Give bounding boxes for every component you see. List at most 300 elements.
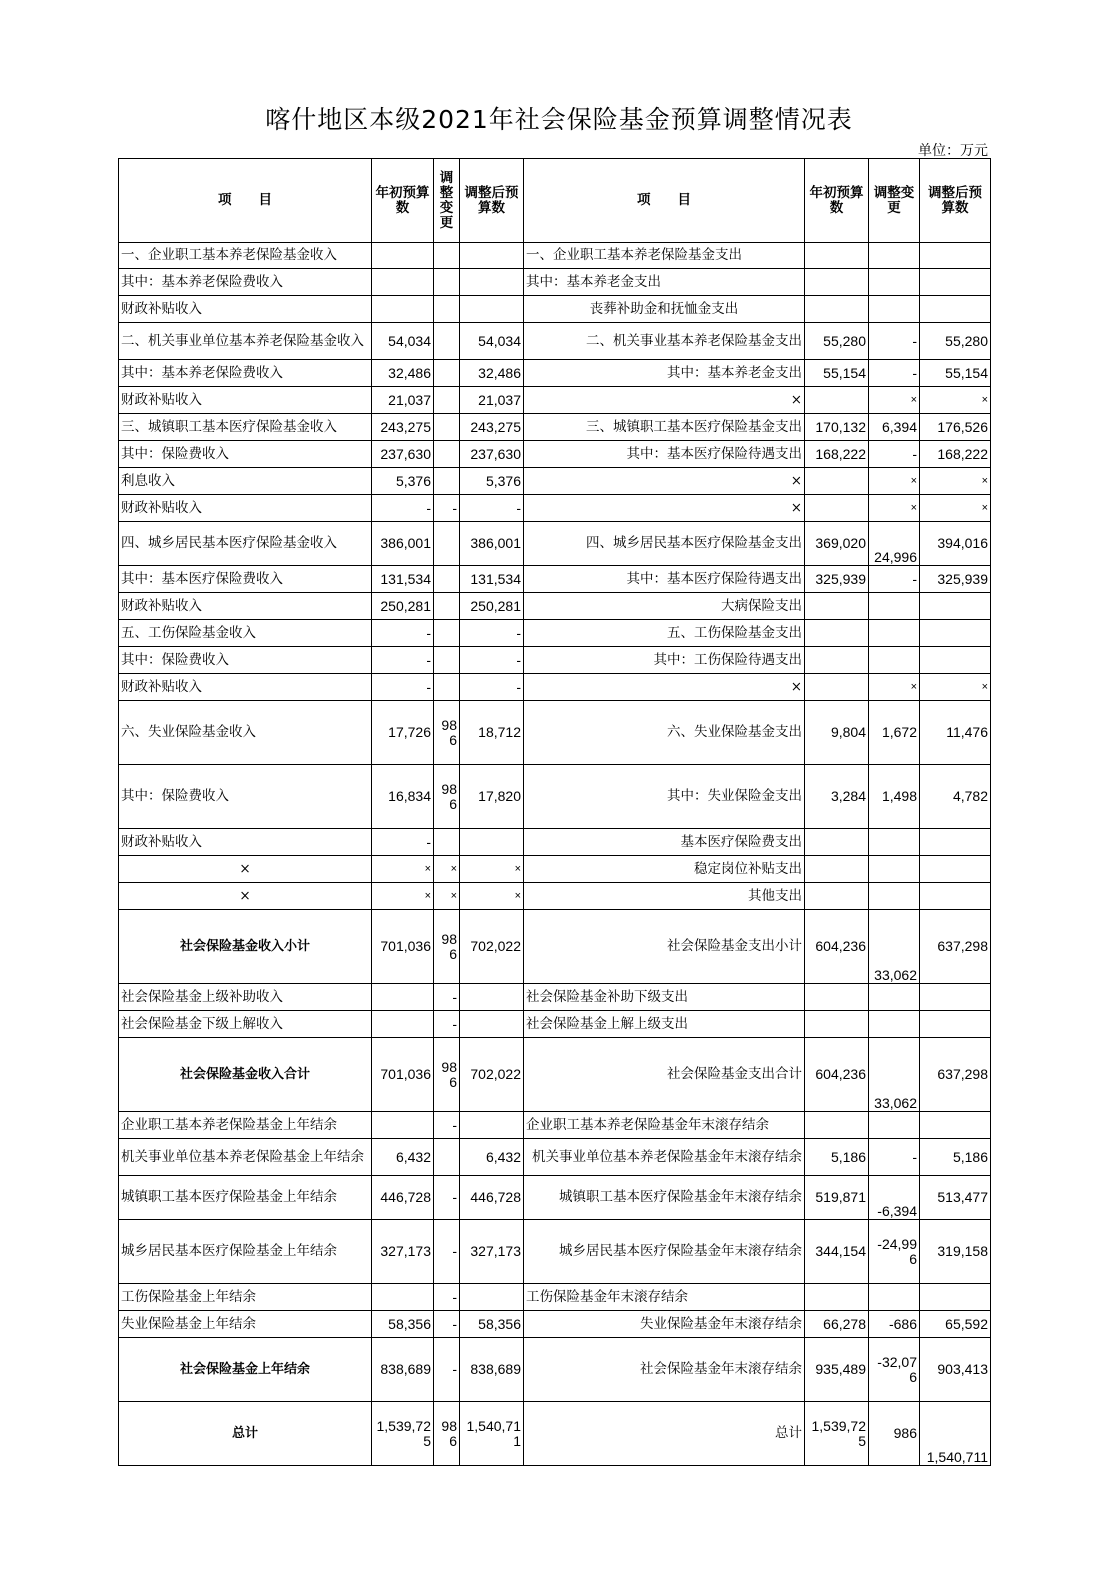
cell-left-after — [460, 829, 524, 856]
cell-left-initial: - — [372, 620, 434, 647]
cell-right-initial: 5,186 — [805, 1139, 869, 1176]
cell-right-adjust — [869, 829, 920, 856]
table-row — [119, 593, 991, 620]
cell-right-initial — [805, 387, 869, 414]
cell-left-item: 社会保险基金下级上解收入 — [119, 1011, 372, 1038]
cell-right-item: 社会保险基金支出合计 — [524, 1038, 805, 1112]
cell-right-adjust — [869, 620, 920, 647]
cell-left-after: 58,356 — [460, 1311, 524, 1338]
cell-right-item: × — [524, 495, 805, 522]
cell-left-initial: × — [372, 883, 434, 910]
cell-right-item: 六、失业保险基金支出 — [524, 701, 805, 765]
cell-left-after: 17,820 — [460, 765, 524, 829]
cell-right-initial — [805, 674, 869, 701]
cell-right-adjust — [869, 243, 920, 269]
table-row — [119, 323, 991, 360]
cell-left-adjust — [434, 674, 460, 701]
cell-right-item: 社会保险基金补助下级支出 — [524, 984, 805, 1011]
cell-left-adjust: 986 — [434, 765, 460, 829]
cell-right-item: 其中：基本养老金支出 — [524, 269, 805, 296]
cell-right-adjust: -6,394 — [869, 1176, 920, 1220]
cell-right-adjust — [869, 647, 920, 674]
cell-left-initial: 21,037 — [372, 387, 434, 414]
cell-left-after — [460, 984, 524, 1011]
table-row — [119, 883, 991, 910]
table-row — [119, 647, 991, 674]
cell-left-after: 386,001 — [460, 522, 524, 566]
cell-right-initial — [805, 856, 869, 883]
cell-right-adjust: -24,996 — [869, 1220, 920, 1284]
cell-right-after — [920, 1112, 991, 1139]
cell-right-adjust — [869, 1284, 920, 1311]
table-row — [119, 441, 991, 468]
table-row — [119, 566, 991, 593]
cell-left-initial: 32,486 — [372, 360, 434, 387]
cell-right-initial: 369,020 — [805, 522, 869, 566]
cell-right-item: 社会保险基金上解上级支出 — [524, 1011, 805, 1038]
cell-left-item: 社会保险基金上年结余 — [119, 1338, 372, 1402]
cell-left-initial: 58,356 — [372, 1311, 434, 1338]
table-row — [119, 674, 991, 701]
cell-right-after: × — [920, 674, 991, 701]
cell-left-adjust: - — [434, 1112, 460, 1139]
cell-left-item: 其中：保险费收入 — [119, 441, 372, 468]
cell-right-adjust — [869, 856, 920, 883]
cell-right-initial: 66,278 — [805, 1311, 869, 1338]
cell-right-initial — [805, 829, 869, 856]
cell-right-after: 319,158 — [920, 1220, 991, 1284]
cell-right-item: 四、城乡居民基本医疗保险基金支出 — [524, 522, 805, 566]
cell-right-adjust — [869, 1112, 920, 1139]
cell-right-initial: 1,539,725 — [805, 1402, 869, 1466]
table-row — [119, 414, 991, 441]
cell-right-initial: 935,489 — [805, 1338, 869, 1402]
cell-right-item: 其中：基本医疗保险待遇支出 — [524, 566, 805, 593]
cell-right-item: × — [524, 674, 805, 701]
cell-left-item: 城乡居民基本医疗保险基金上年结余 — [119, 1220, 372, 1284]
cell-left-adjust: - — [434, 495, 460, 522]
cell-right-item: 城乡居民基本医疗保险基金年末滚存结余 — [524, 1220, 805, 1284]
cell-right-adjust: × — [869, 468, 920, 495]
cell-left-after: 446,728 — [460, 1176, 524, 1220]
cell-right-after — [920, 647, 991, 674]
table-row — [119, 910, 991, 984]
cell-right-after — [920, 829, 991, 856]
cell-left-adjust — [434, 468, 460, 495]
cell-left-item: 社会保险基金上级补助收入 — [119, 984, 372, 1011]
cell-right-item: × — [524, 468, 805, 495]
cell-left-item: 机关事业单位基本养老保险基金上年结余 — [119, 1139, 372, 1176]
cell-right-adjust — [869, 1011, 920, 1038]
cell-left-adjust: 986 — [434, 701, 460, 765]
cell-left-after: 5,376 — [460, 468, 524, 495]
table-row — [119, 1038, 991, 1112]
cell-right-after: 65,592 — [920, 1311, 991, 1338]
cell-right-initial: 604,236 — [805, 1038, 869, 1112]
cell-left-adjust — [434, 243, 460, 269]
cell-left-after: 702,022 — [460, 910, 524, 984]
cell-left-after: 18,712 — [460, 701, 524, 765]
cell-right-initial: 344,154 — [805, 1220, 869, 1284]
unit-label: 单位：万元 — [918, 143, 988, 159]
cell-left-after — [460, 243, 524, 269]
cell-left-initial: 327,173 — [372, 1220, 434, 1284]
cell-left-item: 四、城乡居民基本医疗保险基金收入 — [119, 522, 372, 566]
cell-right-adjust: × — [869, 495, 920, 522]
cell-left-initial — [372, 984, 434, 1011]
cell-right-after: 176,526 — [920, 414, 991, 441]
cell-right-after — [920, 984, 991, 1011]
table-row — [119, 1011, 991, 1038]
cell-right-initial: 325,939 — [805, 566, 869, 593]
cell-left-item: 二、机关事业单位基本养老保险基金收入 — [119, 323, 372, 360]
cell-right-after: 637,298 — [920, 910, 991, 984]
cell-right-initial: 519,871 — [805, 1176, 869, 1220]
table-row — [119, 360, 991, 387]
cell-left-adjust: - — [434, 1311, 460, 1338]
cell-left-item: × — [119, 883, 372, 910]
cell-right-after: 168,222 — [920, 441, 991, 468]
cell-left-after: 250,281 — [460, 593, 524, 620]
cell-left-initial — [372, 1112, 434, 1139]
cell-left-initial: - — [372, 674, 434, 701]
cell-right-after: 5,186 — [920, 1139, 991, 1176]
cell-right-item: 一、企业职工基本养老保险基金支出 — [524, 243, 805, 269]
header-left-item: 项 目 — [119, 159, 372, 243]
table-row — [119, 468, 991, 495]
cell-right-after: × — [920, 387, 991, 414]
header-right-initial: 年初预算数 — [805, 159, 869, 243]
cell-right-initial — [805, 883, 869, 910]
header-right-after: 调整后预算数 — [920, 159, 991, 243]
cell-left-initial: 5,376 — [372, 468, 434, 495]
cell-right-adjust: 6,394 — [869, 414, 920, 441]
cell-right-adjust: - — [869, 360, 920, 387]
cell-left-initial — [372, 243, 434, 269]
cell-left-initial: 237,630 — [372, 441, 434, 468]
cell-right-after: 55,154 — [920, 360, 991, 387]
cell-left-item: 企业职工基本养老保险基金上年结余 — [119, 1112, 372, 1139]
table-row — [119, 1338, 991, 1402]
cell-left-adjust: × — [434, 883, 460, 910]
cell-right-after: 903,413 — [920, 1338, 991, 1402]
cell-left-after — [460, 296, 524, 323]
cell-right-adjust: - — [869, 566, 920, 593]
cell-right-initial — [805, 647, 869, 674]
cell-right-item: 其他支出 — [524, 883, 805, 910]
cell-right-item: 基本医疗保险费支出 — [524, 829, 805, 856]
cell-right-item: 工伤保险基金年末滚存结余 — [524, 1284, 805, 1311]
table-row — [119, 269, 991, 296]
cell-left-adjust: 986 — [434, 1038, 460, 1112]
cell-left-after: 243,275 — [460, 414, 524, 441]
cell-left-adjust — [434, 414, 460, 441]
cell-left-item: 其中：保险费收入 — [119, 647, 372, 674]
cell-right-initial: 9,804 — [805, 701, 869, 765]
page-title: 喀什地区本级2021年社会保险基金预算调整情况表 — [265, 105, 853, 134]
header-right-item: 项 目 — [524, 159, 805, 243]
cell-right-after: 513,477 — [920, 1176, 991, 1220]
cell-left-initial: - — [372, 495, 434, 522]
cell-left-item: × — [119, 856, 372, 883]
cell-left-item: 五、工伤保险基金收入 — [119, 620, 372, 647]
cell-right-adjust — [869, 296, 920, 323]
cell-right-initial: 604,236 — [805, 910, 869, 984]
cell-right-adjust: 33,062 — [869, 1038, 920, 1112]
cell-right-after — [920, 296, 991, 323]
cell-right-adjust: × — [869, 674, 920, 701]
cell-left-item: 其中：保险费收入 — [119, 765, 372, 829]
cell-left-initial: 16,834 — [372, 765, 434, 829]
cell-left-initial: 243,275 — [372, 414, 434, 441]
cell-left-item: 财政补贴收入 — [119, 593, 372, 620]
cell-right-item: 其中：基本养老金支出 — [524, 360, 805, 387]
cell-right-initial: 55,280 — [805, 323, 869, 360]
cell-left-item: 总计 — [119, 1402, 372, 1466]
table-row — [119, 1220, 991, 1284]
cell-left-initial: 838,689 — [372, 1338, 434, 1402]
cell-left-item: 失业保险基金上年结余 — [119, 1311, 372, 1338]
cell-left-item: 其中：基本养老保险费收入 — [119, 269, 372, 296]
cell-left-after: - — [460, 674, 524, 701]
cell-right-initial — [805, 1284, 869, 1311]
cell-left-adjust: × — [434, 856, 460, 883]
cell-right-initial — [805, 1011, 869, 1038]
cell-left-adjust: - — [434, 1284, 460, 1311]
cell-right-after — [920, 593, 991, 620]
cell-left-item: 其中：基本养老保险费收入 — [119, 360, 372, 387]
cell-left-after: 237,630 — [460, 441, 524, 468]
cell-right-initial: 168,222 — [805, 441, 869, 468]
cell-right-after: 325,939 — [920, 566, 991, 593]
cell-right-after — [920, 243, 991, 269]
cell-left-initial: 701,036 — [372, 1038, 434, 1112]
cell-right-after: 11,476 — [920, 701, 991, 765]
table-row — [119, 856, 991, 883]
cell-left-item: 城镇职工基本医疗保险基金上年结余 — [119, 1176, 372, 1220]
cell-right-after: 55,280 — [920, 323, 991, 360]
cell-right-adjust: 1,498 — [869, 765, 920, 829]
table-row — [119, 829, 991, 856]
cell-left-adjust — [434, 620, 460, 647]
cell-right-after — [920, 883, 991, 910]
cell-left-after: 1,540,711 — [460, 1402, 524, 1466]
cell-left-item: 三、城镇职工基本医疗保险基金收入 — [119, 414, 372, 441]
cell-left-item: 社会保险基金收入合计 — [119, 1038, 372, 1112]
cell-right-after — [920, 269, 991, 296]
cell-right-item: 总计 — [524, 1402, 805, 1466]
table-row — [119, 1311, 991, 1338]
cell-left-adjust — [434, 360, 460, 387]
table-row — [119, 620, 991, 647]
budget-table — [118, 158, 991, 1466]
cell-right-item: 社会保险基金支出小计 — [524, 910, 805, 984]
cell-left-adjust — [434, 522, 460, 566]
cell-left-after: - — [460, 647, 524, 674]
cell-right-after: × — [920, 468, 991, 495]
cell-left-item: 一、企业职工基本养老保险基金收入 — [119, 243, 372, 269]
cell-right-adjust: -686 — [869, 1311, 920, 1338]
cell-right-initial — [805, 1112, 869, 1139]
cell-right-adjust — [869, 269, 920, 296]
cell-left-adjust: - — [434, 1176, 460, 1220]
cell-right-item: 稳定岗位补贴支出 — [524, 856, 805, 883]
cell-right-initial: 3,284 — [805, 765, 869, 829]
table-row — [119, 495, 991, 522]
cell-left-after: × — [460, 883, 524, 910]
cell-left-initial: × — [372, 856, 434, 883]
cell-right-initial: 55,154 — [805, 360, 869, 387]
cell-left-initial: 701,036 — [372, 910, 434, 984]
cell-right-item: 机关事业单位基本养老保险基金年末滚存结余 — [524, 1139, 805, 1176]
cell-left-item: 其中：基本医疗保险费收入 — [119, 566, 372, 593]
cell-right-adjust: - — [869, 323, 920, 360]
table-row — [119, 765, 991, 829]
header-left-initial: 年初预算数 — [372, 159, 434, 243]
cell-right-item: × — [524, 387, 805, 414]
cell-left-after — [460, 269, 524, 296]
cell-left-adjust: - — [434, 1338, 460, 1402]
cell-right-adjust: - — [869, 1139, 920, 1176]
cell-left-adjust — [434, 323, 460, 360]
cell-right-item: 大病保险支出 — [524, 593, 805, 620]
cell-right-initial: 170,132 — [805, 414, 869, 441]
cell-left-initial: 386,001 — [372, 522, 434, 566]
cell-right-after: × — [920, 495, 991, 522]
cell-right-item: 失业保险基金年末滚存结余 — [524, 1311, 805, 1338]
cell-left-initial: 131,534 — [372, 566, 434, 593]
cell-left-item: 六、失业保险基金收入 — [119, 701, 372, 765]
cell-right-item: 三、城镇职工基本医疗保险基金支出 — [524, 414, 805, 441]
cell-right-adjust: - — [869, 441, 920, 468]
table-row — [119, 1176, 991, 1220]
cell-right-after: 1,540,711 — [920, 1402, 991, 1466]
cell-right-adjust: 1,672 — [869, 701, 920, 765]
cell-right-initial — [805, 296, 869, 323]
cell-left-initial: 6,432 — [372, 1139, 434, 1176]
cell-left-after: - — [460, 620, 524, 647]
cell-left-after: 838,689 — [460, 1338, 524, 1402]
cell-left-adjust — [434, 269, 460, 296]
cell-left-after: 131,534 — [460, 566, 524, 593]
cell-left-initial: - — [372, 829, 434, 856]
cell-left-initial — [372, 269, 434, 296]
cell-left-after — [460, 1284, 524, 1311]
cell-left-initial: - — [372, 647, 434, 674]
cell-right-adjust: 33,062 — [869, 910, 920, 984]
table-row — [119, 701, 991, 765]
cell-right-after — [920, 620, 991, 647]
cell-left-adjust — [434, 647, 460, 674]
header-left-adjust: 调整变更 — [434, 159, 460, 243]
cell-right-adjust — [869, 984, 920, 1011]
cell-left-item: 利息收入 — [119, 468, 372, 495]
table-row — [119, 1139, 991, 1176]
cell-left-initial — [372, 1011, 434, 1038]
cell-left-initial: 446,728 — [372, 1176, 434, 1220]
cell-right-adjust: × — [869, 387, 920, 414]
cell-right-item: 其中：工伤保险待遇支出 — [524, 647, 805, 674]
table-row — [119, 387, 991, 414]
cell-left-after: × — [460, 856, 524, 883]
cell-left-initial: 250,281 — [372, 593, 434, 620]
cell-right-initial — [805, 495, 869, 522]
cell-left-initial: 1,539,725 — [372, 1402, 434, 1466]
table-header-row — [119, 159, 991, 243]
cell-left-adjust — [434, 829, 460, 856]
cell-right-adjust: -32,076 — [869, 1338, 920, 1402]
table-row — [119, 243, 991, 269]
cell-right-after: 394,016 — [920, 522, 991, 566]
cell-right-item: 城镇职工基本医疗保险基金年末滚存结余 — [524, 1176, 805, 1220]
cell-left-adjust — [434, 1139, 460, 1176]
cell-left-item: 财政补贴收入 — [119, 829, 372, 856]
header-right-adjust: 调整变更 — [869, 159, 920, 243]
cell-right-initial — [805, 243, 869, 269]
cell-right-initial — [805, 984, 869, 1011]
cell-left-adjust: - — [434, 984, 460, 1011]
cell-left-adjust — [434, 593, 460, 620]
cell-left-after: - — [460, 495, 524, 522]
cell-left-after: 6,432 — [460, 1139, 524, 1176]
cell-left-initial: 17,726 — [372, 701, 434, 765]
table-row — [119, 984, 991, 1011]
cell-left-initial — [372, 1284, 434, 1311]
cell-right-item: 企业职工基本养老保险基金年末滚存结余 — [524, 1112, 805, 1139]
cell-right-adjust — [869, 883, 920, 910]
cell-left-after: 54,034 — [460, 323, 524, 360]
cell-right-adjust: 24,996 — [869, 522, 920, 566]
cell-left-item: 财政补贴收入 — [119, 296, 372, 323]
cell-right-item: 二、机关事业基本养老保险基金支出 — [524, 323, 805, 360]
cell-left-item: 社会保险基金收入小计 — [119, 910, 372, 984]
cell-left-initial: 54,034 — [372, 323, 434, 360]
cell-right-item: 其中：基本医疗保险待遇支出 — [524, 441, 805, 468]
cell-left-adjust: 986 — [434, 1402, 460, 1466]
cell-right-initial — [805, 620, 869, 647]
cell-left-adjust: 986 — [434, 910, 460, 984]
cell-left-item: 财政补贴收入 — [119, 495, 372, 522]
table-row — [119, 522, 991, 566]
table-row — [119, 296, 991, 323]
cell-right-after — [920, 1284, 991, 1311]
cell-right-after — [920, 1011, 991, 1038]
cell-left-item: 财政补贴收入 — [119, 387, 372, 414]
cell-left-after: 32,486 — [460, 360, 524, 387]
cell-right-item: 社会保险基金年末滚存结余 — [524, 1338, 805, 1402]
header-left-after: 调整后预算数 — [460, 159, 524, 243]
cell-left-after: 21,037 — [460, 387, 524, 414]
cell-left-adjust — [434, 566, 460, 593]
cell-left-after — [460, 1112, 524, 1139]
cell-left-after: 702,022 — [460, 1038, 524, 1112]
cell-right-after: 4,782 — [920, 765, 991, 829]
cell-left-after: 327,173 — [460, 1220, 524, 1284]
cell-right-after — [920, 856, 991, 883]
cell-right-initial — [805, 468, 869, 495]
cell-left-item: 工伤保险基金上年结余 — [119, 1284, 372, 1311]
table-row — [119, 1284, 991, 1311]
cell-right-adjust — [869, 593, 920, 620]
cell-left-initial — [372, 296, 434, 323]
cell-left-adjust — [434, 296, 460, 323]
cell-right-adjust: 986 — [869, 1402, 920, 1466]
table-row — [119, 1402, 991, 1466]
cell-right-after: 637,298 — [920, 1038, 991, 1112]
cell-right-initial — [805, 593, 869, 620]
cell-left-adjust: - — [434, 1220, 460, 1284]
cell-left-item: 财政补贴收入 — [119, 674, 372, 701]
